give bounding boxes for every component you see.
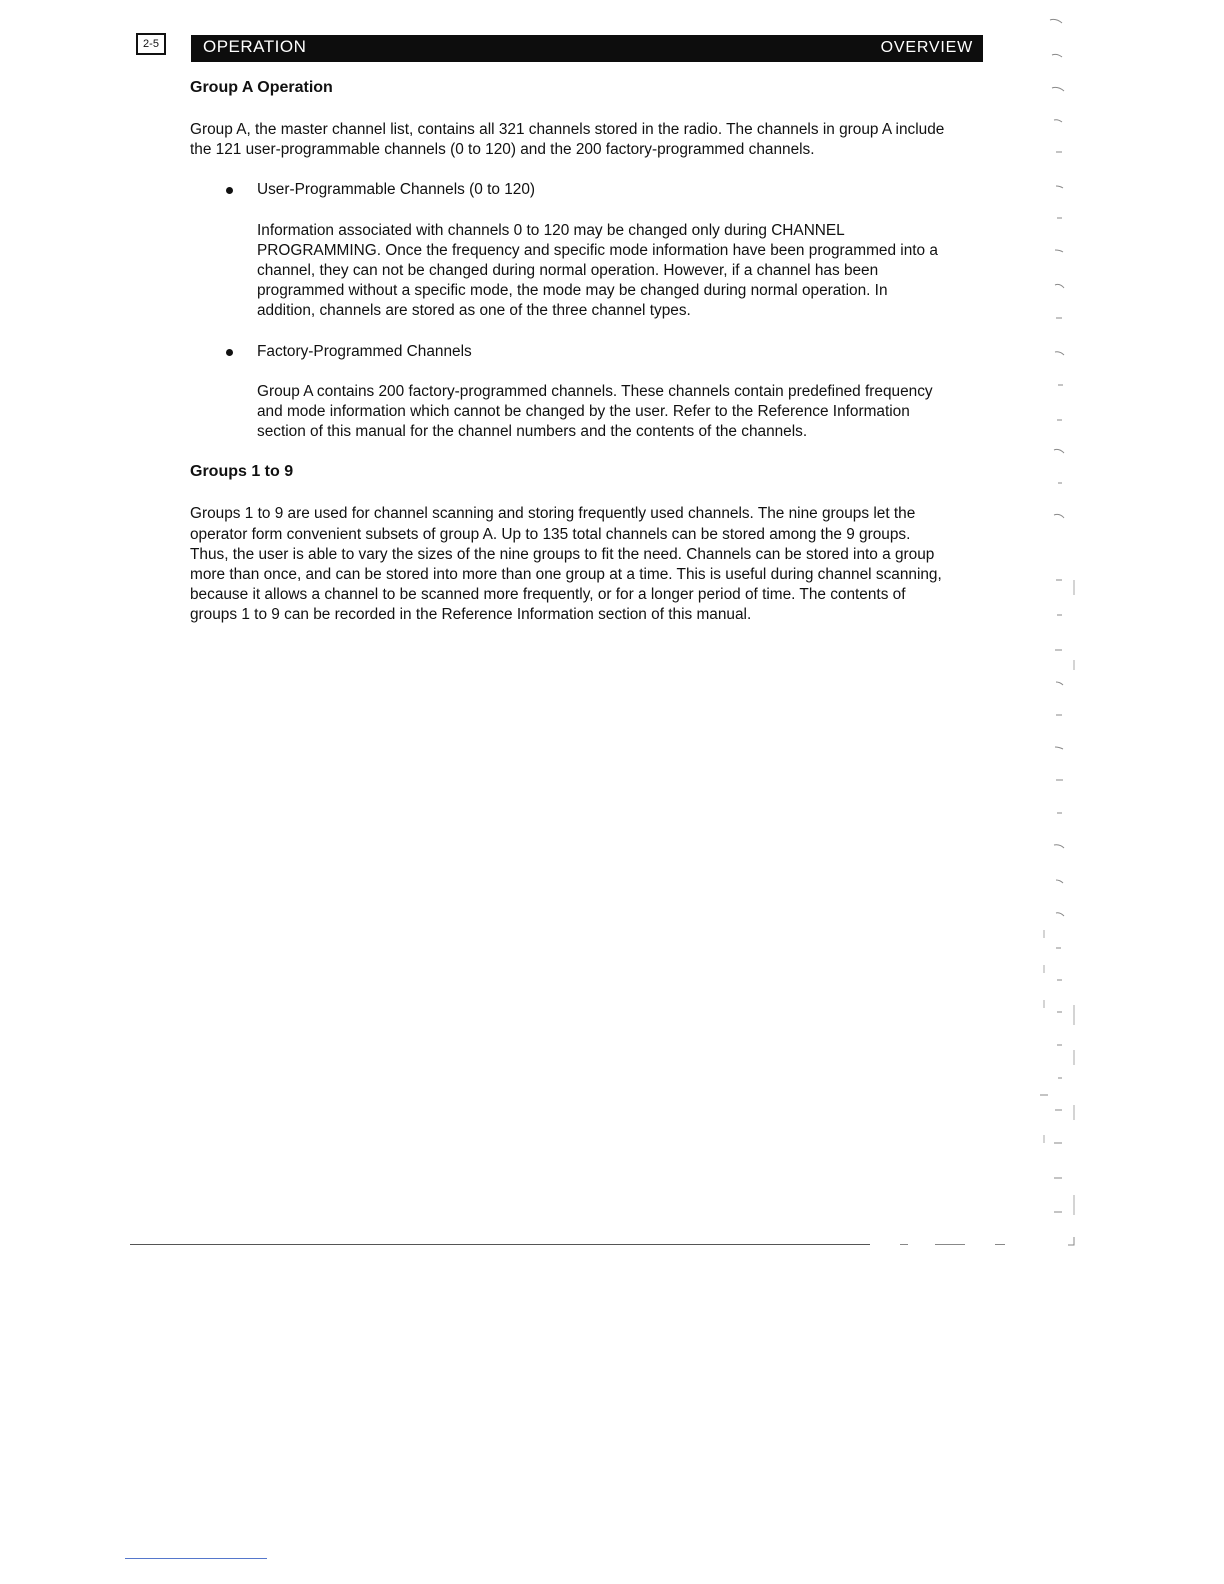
section-title: OPERATION — [203, 37, 307, 56]
page-number-badge: 2-5 — [136, 33, 166, 55]
bottom-divider-dash — [935, 1244, 965, 1245]
group-a-intro-paragraph: Group A, the master channel list, contains all 321 channels stored in the radio. The channels in group A include the 121 user-programmable channels (0 to 120) and the 200 factory-programmed channels. — [190, 121, 945, 159]
section-header-bar — [191, 35, 983, 62]
bullet-title-factory-programmed: Factory-Programmed Channels — [257, 342, 472, 360]
bullet-body-factory-programmed: Group A contains 200 factory-programmed channels. These channels contain predefined frequency and mode information which cannot be changed by the user. Refer to the Reference Information section of this manual for the channel numbers and the contents of the channels. — [257, 382, 933, 441]
subsection-title: OVERVIEW — [880, 39, 973, 56]
list-item — [190, 180, 950, 321]
bottom-divider-dash — [900, 1244, 908, 1245]
bullet-icon — [226, 187, 233, 194]
bullet-icon — [226, 349, 233, 356]
group-a-bullet-list — [190, 180, 950, 442]
heading-group-a-operation: Group A Operation — [190, 79, 333, 96]
bullet-body-user-programmable: Information associated with channels 0 to 120 may be changed only during CHANNEL PROGRAMMING. Once the frequency and specific mode information have been programmed into a channel, they can not be changed during normal operation. However, if a channel has been programmed without a specific mode, the mode may be changed during normal operation. In addition, channels are stored as one of the three channel types. — [257, 221, 938, 320]
bullet-title-user-programmable: User-Programmable Channels (0 to 120) — [257, 181, 536, 199]
bottom-divider — [130, 1244, 870, 1245]
page-content — [190, 78, 950, 626]
footer-rule — [125, 1558, 267, 1559]
list-item — [190, 342, 950, 443]
heading-groups-1-to-9: Groups 1 to 9 — [190, 463, 294, 481]
bottom-divider-dash — [995, 1244, 1005, 1245]
binding-margin-marks — [1030, 10, 1090, 1250]
groups-1-to-9-paragraph: Groups 1 to 9 are used for channel scanning and storing frequently used channels. The nine groups let the operator form convenient subsets of group A. Up to 135 total channels can be stored among the 9 groups. Thus, the user is able to vary the sizes of the nine groups to fit the need. Channels can be stored into a group more than once, and can be stored into more than one group at a time. This is useful during channel scanning, because it allows a channel to be scanned more frequently, or for a longer period of time. The contents of groups 1 to 9 can be recorded in the Reference Information section of this manual. — [190, 505, 942, 624]
